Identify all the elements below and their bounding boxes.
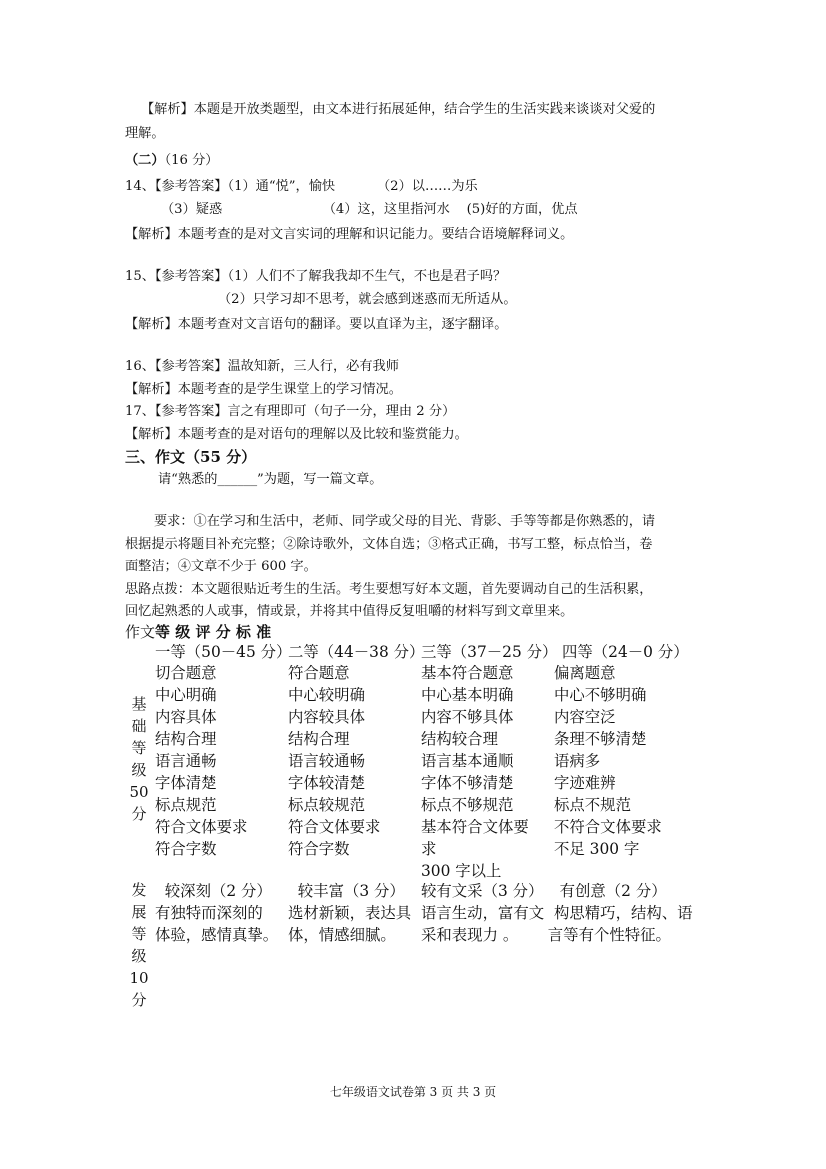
basic-cell: 结构较合理: [421, 730, 498, 748]
page-footer: 七年级语文试卷第 3 页 共 3 页: [329, 1085, 497, 1099]
dev-cell: 体，情感细腻。: [288, 926, 396, 944]
q15-analysis: 【解析】本题考查对文言语句的翻译。要以直译为主，逐字翻译。: [125, 317, 508, 332]
dev-cell: 较有文采（3 分）: [421, 882, 544, 900]
essay-hint-line1: 思路点拨：本文题很贴近考生的生活。考生要想写好本文题，首先要调动自己的生活积累，: [125, 582, 653, 597]
essay-requirement-line2: 根据提示将题目补充完整；②除诗歌外，文体自选；③格式正确，书写工整，标点恰当，卷: [125, 537, 653, 552]
grading-header-3: 三等（37－25 分）: [421, 643, 558, 661]
essay-hint-line2: 回忆起熟悉的人或事，情或景，并将其中值得反复咀嚼的材料写到文章里来。: [125, 604, 574, 619]
basic-cell: 不符合文体要求: [554, 818, 662, 836]
basic-cell: 字体不够清楚: [421, 774, 514, 792]
dev-cell: 选材新颖，表达具: [288, 904, 412, 922]
basic-level-label: 基 础 等 级 50 分: [129, 695, 149, 823]
dev-cell: 有独特而深刻的: [155, 904, 263, 922]
dev-cell: 构思精巧，结构、语: [554, 904, 693, 922]
dev-cell: 言等有个性特征。: [538, 926, 671, 944]
analysis-part1-line1: 【解析】本题是开放类题型，由文本进行拓展延伸，结合学生的生活实践来谈谈对父爱的: [141, 102, 656, 117]
section3-heading: 三、作文（55 分）: [125, 448, 257, 466]
basic-cell: 中心明确: [155, 686, 217, 704]
q14-analysis: 【解析】本题考查的是对文言实词的理解和识记能力。要结合语境解释词义。: [125, 227, 574, 242]
basic-cell: 字迹难辨: [554, 774, 616, 792]
basic-cell: 中心不够明确: [554, 686, 647, 704]
basic-cell: 语言通畅: [155, 752, 217, 770]
basic-cell: 内容不够具体: [421, 708, 514, 726]
q14-answer-line1: 14、【参考答案】（1）通“悦”，愉快 （2）以……为乐: [125, 179, 478, 194]
analysis-tag: 【解析】: [141, 102, 194, 117]
dev-cell: 语言生动，富有文: [421, 904, 545, 922]
basic-cell: 字体清楚: [155, 774, 217, 792]
grading-header-2: 二等（44－38 分）: [288, 643, 425, 661]
basic-cell: 条理不够清楚: [554, 730, 647, 748]
q17-analysis: 【解析】本题考查的是对语句的理解以及比较和鉴赏能力。: [125, 427, 468, 442]
basic-cell: 切合题意: [155, 664, 217, 682]
basic-cell: 基本符合题意: [421, 664, 514, 682]
dev-cell: 体验，感情真挚。: [155, 926, 279, 944]
essay-prompt: 请“熟悉的______”为题，写一篇文章。: [158, 472, 383, 487]
section2-heading: （二）（16 分）: [125, 153, 219, 168]
q15-answer-line1: 15、【参考答案】（1）人们不了解我我却不生气，不也是君子吗？: [125, 269, 507, 284]
basic-cell: 内容具体: [155, 708, 217, 726]
basic-cell: 内容较具体: [288, 708, 365, 726]
basic-cell: 中心较明确: [288, 686, 365, 704]
q16-answer: 16、【参考答案】温故知新，三人行，必有我师: [125, 359, 399, 374]
q15-answer-line2: （2）只学习却不思考，就会感到迷惑而无所适从。: [218, 292, 517, 307]
basic-cell: 符合字数: [155, 840, 217, 858]
essay-requirement-line3: 面整洁；④文章不少于 600 字。: [125, 559, 317, 574]
basic-cell: 标点不够规范: [421, 796, 514, 814]
basic-cell: 字体较清楚: [288, 774, 365, 792]
grading-header-1: 一等（50－45 分）: [155, 643, 292, 661]
essay-requirement-line1: 要求：①在学习和生活中，老师、同学或父母的目光、背影、手等等都是你熟悉的，请: [154, 514, 656, 529]
grading-header-4: 四等（24－0 分）: [562, 643, 689, 661]
basic-cell: 结构合理: [288, 730, 350, 748]
dev-cell: 采和表现力 。: [421, 926, 519, 944]
dev-cell: 有创意（2 分）: [540, 882, 667, 900]
basic-cell: 中心基本明确: [421, 686, 514, 704]
basic-cell: 基本符合文体要: [421, 818, 529, 836]
basic-cell: 符合字数: [288, 840, 350, 858]
grading-title: 作文等 级 评 分 标 准: [125, 623, 272, 641]
basic-cell: 偏离题意: [554, 664, 616, 682]
basic-cell: 300 字以上: [421, 862, 502, 880]
basic-cell: 标点规范: [155, 796, 217, 814]
basic-cell: 语言较通畅: [288, 752, 365, 770]
basic-cell: 符合题意: [288, 664, 350, 682]
basic-cell: 符合文体要求: [288, 818, 381, 836]
basic-cell: 结构合理: [155, 730, 217, 748]
dev-cell: 较丰富（3 分）: [288, 882, 405, 900]
basic-cell: 标点不规范: [554, 796, 631, 814]
basic-cell: 求: [421, 840, 437, 858]
basic-cell: 语病多: [554, 752, 601, 770]
q16-analysis: 【解析】本题考查的是学生课堂上的学习情况。: [125, 382, 402, 397]
analysis-part1-line2: 理解。: [125, 126, 165, 141]
development-level-label: 发 展 等 级 10 分: [129, 881, 149, 1009]
dev-cell: 较深刻（2 分）: [155, 882, 272, 900]
basic-cell: 不足 300 字: [554, 840, 640, 858]
q14-answer-line2: （3）疑惑 （4）这，这里指河水 (5)好的方面，优点: [161, 202, 578, 217]
q17-answer: 17、【参考答案】言之有理即可（句子一分，理由 2 分）: [125, 404, 456, 419]
basic-cell: 语言基本通顺: [421, 752, 514, 770]
basic-cell: 内容空泛: [554, 708, 616, 726]
basic-cell: 符合文体要求: [155, 818, 248, 836]
basic-cell: 标点较规范: [288, 796, 365, 814]
